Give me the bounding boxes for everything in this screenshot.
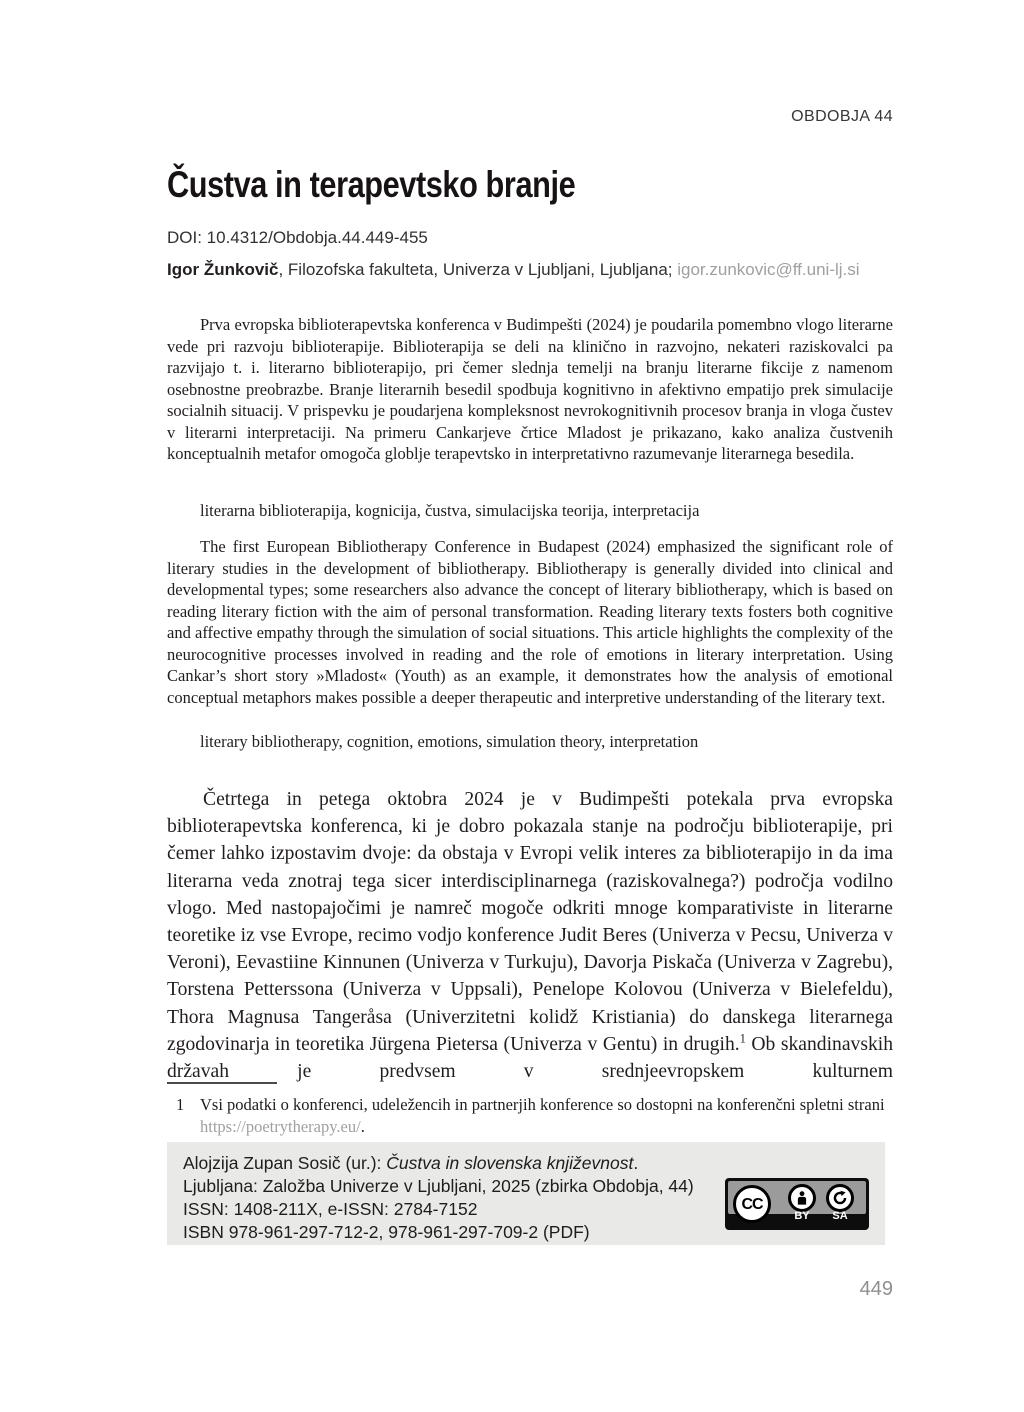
footnote [167, 1094, 893, 1137]
footnote-url-link[interactable]: https://poetrytherapy.eu/ [200, 1116, 361, 1136]
body-paragraph [167, 786, 893, 1085]
colophon-box [167, 1142, 885, 1245]
page-number: 449 [859, 1278, 893, 1300]
footnote-reference[interactable]: 1 [739, 1031, 746, 1046]
keywords-slovenian: literarna biblioterapija, kognicija, čustva, simulacijska teorija, interpretacija [200, 501, 700, 520]
abstract-slovenian: Prva evropska biblioterapevtska konferenca v Budimpešti (2024) je poudarila pomembno vlogo literarne vede pri razvoju biblioterapije. Biblioterapija se deli na klinično in razvojno, nekateri raziskovalci pa razvijajo t. i. literarno biblioterapijo, pri čemer slednja temelji na branju literarne fikcije z namenom osebnostne preobrazbe. Branje literarnih besedil spodbuja kognitivno in afektivno empatijo prek simulacije socialnih situacij. V prispevku je poudarjena kompleksnost nevrokognitivnih procesov branja in vloga čustev v literarni interpretaciji. Na primeru Cankarjeve črtice Mladost je prikazano, kako analiza čustvenih konceptualnih metafor omogoča globlje terapevtsko in interpretativno razumevanje literarnega besedila. [167, 315, 893, 463]
page-title: Čustva in terapevtsko branje [167, 164, 576, 205]
keywords-english: literary bibliotherapy, cognition, emotions, simulation theory, interpretation [200, 732, 699, 751]
sa-label: SA [832, 1210, 848, 1222]
body-paragraph-continuation: Ob skandinavskih državah je predvsem v srednjeevropskem kulturnem [167, 1033, 893, 1083]
abstract-english: The first European Bibliotherapy Conference in Budapest (2024) emphasized the significant role of literary studies in the development of bibliotherapy. Bibliotherapy is generally divided into clinical and developmental types; some researchers also advance the concept of literary bibliotherapy, which is based on reading literary fiction with the aim of personal transformation. Reading literary texts fosters both cognitive and affective empathy through the simulation of social situations. This article highlights the complexity of the neurocognitive processes involved in reading and the role of emotions in literary interpretation. Using Cankar’s short story »Mladost« (Youth) as an example, it demonstrates how the analysis of emotional conceptual metaphors makes possible a deeper therapeutic and interpretive understanding of the literary text. [167, 537, 893, 707]
colophon-title-period: . [633, 1153, 639, 1173]
by-label: BY [794, 1210, 810, 1222]
colophon-editor: Alojzija Zupan Sosič (ur.): [183, 1153, 387, 1173]
footnote-number: 1 [176, 1095, 185, 1114]
author-email-link[interactable]: igor.zunkovic@ff.uni-lj.si [677, 260, 860, 279]
running-head: OBDOBJA 44 [791, 108, 893, 125]
colophon-publisher-line: Ljubljana: Založba Univerze v Ljubljani, 2025 (zbirka Obdobja, 44) [183, 1176, 694, 1196]
cc-icon: CC [733, 1185, 771, 1223]
doi-line: DOI: 10.4312/Obdobja.44.449-455 [167, 228, 428, 247]
author-line [167, 260, 893, 280]
colophon-issn-line: ISSN: 1408-211X, e-ISSN: 2784-7152 [183, 1199, 478, 1219]
author-name: Igor Žunkovič [167, 260, 279, 279]
body-paragraph-text: Četrtega in petega oktobra 2024 je v Budimpešti potekala prva evropska biblioterapevtska konferenca, ki je dobro pokazala stanje na področju biblioterapije, pri čemer lahko izpostavim dvoje: da obstaja v Evropi velik interes za biblioterapijo in da ima literarna veda znotraj tega sicer interdisciplinarnega (raziskovalnega?) področja vodilno vlogo. Med nastopajočimi je namreč mogoče odkriti mnoge komparativiste in literarne teoretike iz vse Evrope, recimo vodjo konference Judit Beres (Univerza v Pecsu, Univerza v Veroni), Eevastiine Kinnunen (Univerza v Turkuju), Davorja Piskača (Univerza v Zagrebu), Torstena Petterssona (Univerza v Uppsali), Penelope Kolovou (Univerza v Bielefeldu), Thora Magnusa Tangeråsa (Univerzitetni kolidž Kristiania) do danskega literarnega zgodovinarja in teoretika Jürgena Pietersa (Univerza v Gentu) in drugih. [167, 789, 893, 1055]
colophon-book-title: Čustva in slovenska književnost [386, 1153, 634, 1173]
author-affiliation: , Filozofska fakulteta, Univerza v Ljubljani, Ljubljana; [278, 260, 678, 279]
colophon-editor-line [183, 1152, 869, 1175]
footnote-period: . [360, 1116, 365, 1136]
footnote-text: Vsi podatki o konferenci, udeležencih in partnerjih konference so dostopni na konferenčni spletni strani [200, 1095, 885, 1114]
colophon-isbn-line: ISBN 978-961-297-712-2, 978-961-297-709-2 (PDF) [183, 1222, 590, 1242]
footnote-separator [167, 1082, 277, 1084]
cc-by-sa-license-badge[interactable] [725, 1178, 869, 1230]
